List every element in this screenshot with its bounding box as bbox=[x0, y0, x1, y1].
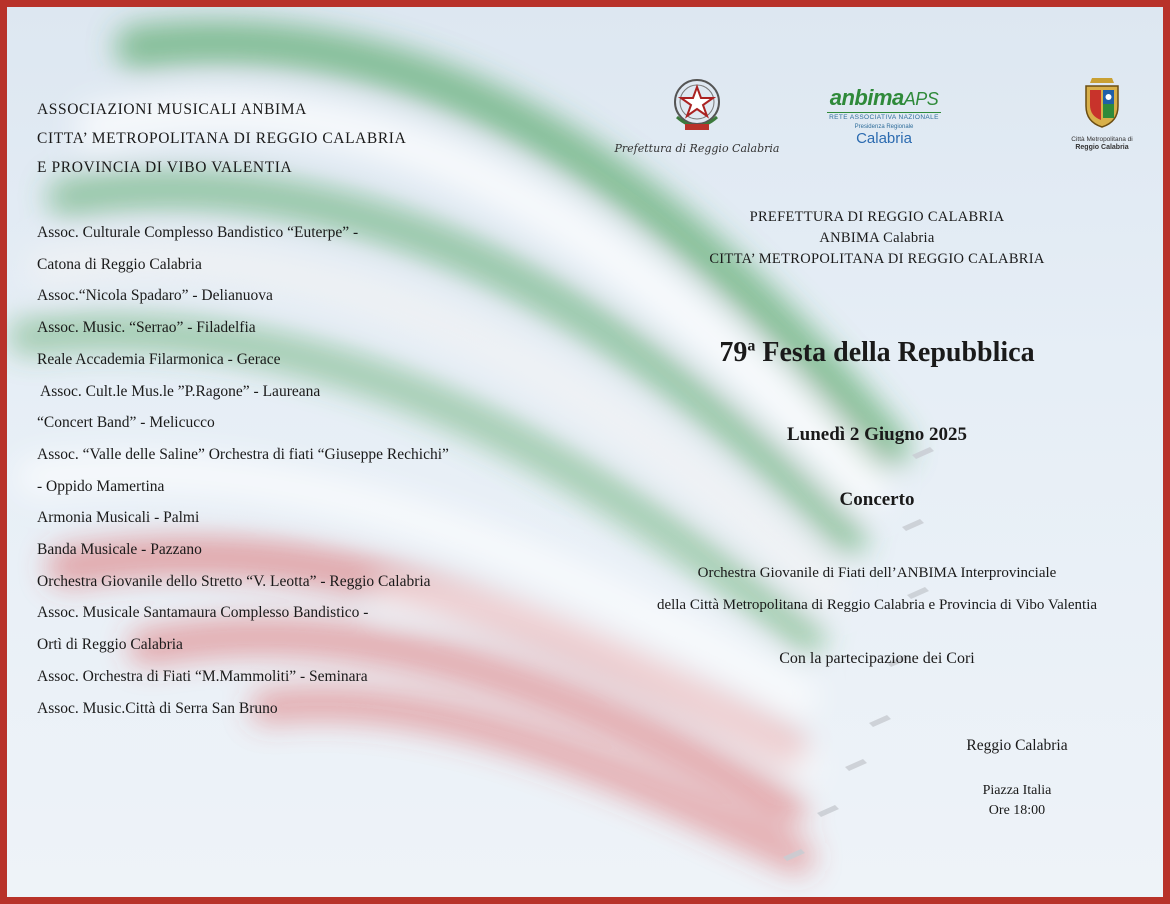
venue-place: Piazza Italia bbox=[982, 783, 1052, 798]
prefettura-logo bbox=[607, 73, 787, 155]
city-caption-name: Reggio Calabria bbox=[1075, 144, 1129, 151]
venue-time: Ore 18:00 bbox=[988, 803, 1046, 818]
list-item: Ortì di Reggio Calabria bbox=[37, 636, 183, 654]
city-caption bbox=[1057, 136, 1147, 152]
header-line: E PROVINCIA DI VIBO VALENTIA bbox=[37, 159, 293, 176]
list-item: Assoc. Musicale Santamaura Complesso Bandistico - bbox=[37, 604, 369, 622]
anbima-name: anbima bbox=[829, 85, 904, 110]
orchestra-line: della Città Metropolitana di Reggio Calabria e Provincia di Vibo Valentia bbox=[656, 597, 1098, 613]
anbima-suffix: APS bbox=[903, 89, 939, 109]
list-item: Assoc. Orchestra di Fiati “M.Mammoliti” - Seminara bbox=[37, 667, 368, 685]
citta-metropolitana-logo bbox=[1057, 77, 1147, 152]
event-type: Concerto bbox=[839, 489, 915, 510]
list-item: Catona di Reggio Calabria bbox=[37, 255, 202, 273]
title-number: 79 bbox=[719, 337, 748, 368]
choirs-note: Con la partecipazione dei Cori bbox=[779, 650, 975, 667]
title-ordinal: a bbox=[747, 337, 756, 355]
list-item: Assoc.“Nicola Spadaro” - Delianuova bbox=[37, 287, 273, 305]
list-item: “Concert Band” - Melicucco bbox=[37, 414, 215, 432]
list-item: - Oppido Mamertina bbox=[37, 477, 165, 495]
title-text: Festa della Repubblica bbox=[755, 337, 1035, 368]
anbima-region: Calabria bbox=[856, 130, 912, 147]
italian-emblem-icon bbox=[667, 73, 727, 135]
list-item: Assoc. “Valle delle Saline” Orchestra di fiati “Giuseppe Rechichi” bbox=[37, 445, 449, 463]
anbima-presidency: Presidenza Regionale bbox=[854, 124, 914, 130]
list-item: Orchestra Giovanile dello Stretto “V. Leotta” - Reggio Calabria bbox=[37, 572, 431, 590]
organizer-line: CITTA’ METROPOLITANA DI REGGIO CALABRIA bbox=[709, 251, 1045, 267]
anbima-network: RETE ASSOCIATIVA NAZIONALE bbox=[827, 112, 941, 121]
list-item: Armonia Musicali - Palmi bbox=[37, 509, 200, 527]
organizers bbox=[607, 207, 1147, 270]
city-caption-line: Città Metropolitana di bbox=[1071, 136, 1133, 143]
city-coat-of-arms-icon bbox=[1081, 77, 1123, 129]
event-venue bbox=[937, 781, 1097, 821]
list-item: Banda Musicale - Pazzano bbox=[37, 541, 202, 559]
anbima-logo bbox=[819, 85, 949, 147]
prefettura-caption: Prefettura di Reggio Calabria bbox=[614, 142, 780, 155]
list-item: Assoc. Culturale Complesso Bandistico “Euterpe” - bbox=[37, 224, 359, 241]
event-date: Lunedì 2 Giugno 2025 bbox=[786, 424, 968, 445]
orchestra-description bbox=[607, 557, 1147, 621]
anbima-header bbox=[37, 95, 406, 182]
header-line: ASSOCIAZIONI MUSICALI ANBIMA bbox=[37, 101, 307, 118]
organizer-line: ANBIMA Calabria bbox=[819, 230, 935, 246]
header-line: CITTA’ METROPOLITANA DI REGGIO CALABRIA bbox=[37, 130, 407, 147]
list-item: Assoc. Cult.le Mus.le ”P.Ragone” - Laureana bbox=[37, 382, 321, 400]
association-list bbox=[37, 217, 449, 724]
list-item: Assoc. Music.Città di Serra San Bruno bbox=[37, 699, 278, 717]
list-item: Assoc. Music. “Serrao” - Filadelfia bbox=[37, 319, 256, 337]
orchestra-line: Orchestra Giovanile di Fiati dell’ANBIMA Interprovinciale bbox=[697, 565, 1057, 581]
organizer-line: PREFETTURA DI REGGIO CALABRIA bbox=[749, 209, 1005, 225]
event-city: Reggio Calabria bbox=[966, 737, 1068, 754]
list-item: Reale Accademia Filarmonica - Gerace bbox=[37, 350, 281, 368]
event-title bbox=[607, 337, 1147, 369]
